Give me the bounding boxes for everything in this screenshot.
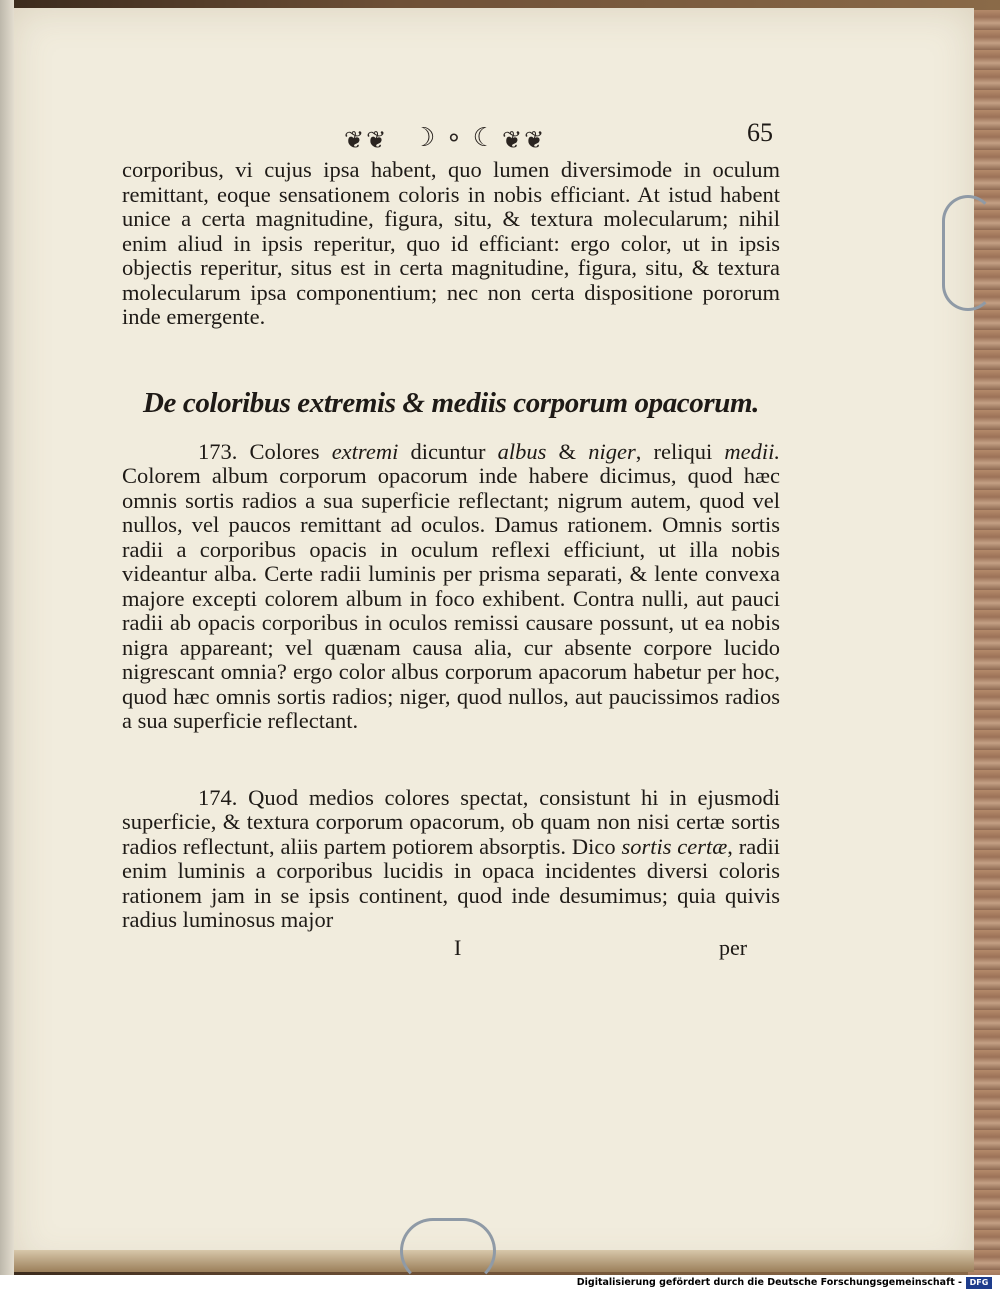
page-header	[122, 118, 780, 158]
section-heading: De coloribus extremis & mediis corporum opacorum.	[143, 386, 759, 419]
ornament-icon: ❦❦	[344, 128, 389, 154]
paragraph-173: 173. Colores extremi dicuntur albus & niger, reliqui medii. Colorem album corporum opacorum inde habere dicimus, quod hæc omnis sortis radios a sua superficie reflectant; nigrum autem, quod vel nullos, vel paucos remittant ad oculos. Damus rationem. Omnis sortis radii a corporibus opacis in oculum reflexi efficiunt, ut illa nobis videantur alba. Certe radii luminis per prisma separati, & lente convexa majore excepti colorem album in foco exhibent. Contra nulli, aut pauci radii ab opacis corporibus in oculos remissi causare possunt, ut ea nobis nigra appareant; vel quænam causa alia, cur absente corpore lucido nigrescant omnia? ergo color albus corporum apacorum habetur per hoc, quod hæc omnis sortis radios; niger, quod nullos, aut paucissimos radios a sua superficie reflectant.	[122, 438, 780, 733]
ornament-icon: ❦❦	[502, 128, 547, 154]
dfg-credit-bar	[0, 1275, 1000, 1292]
dfg-credit-text: Digitalisierung gefördert durch die Deutsche Forschungsgemeinschaft -	[576, 1277, 962, 1288]
signature-mark: I	[454, 934, 462, 960]
paragraph-continued: corporibus, vi cujus ipsa habent, quo lumen diversimode in oculum remittant, eoque sensationem coloris in nobis efficiant. At istud habent unice a certa magnitudine, figura, situ, & textura molecularum; nihil enim aliud in ipsis reperitur, quo id efficiant: ergo color, ut in ipsis objectis reperitur, situs est in certa magnitudine, figura, situ, & textura molecularum ipsa componentium; nec non certa dispositione pororum inde emergente.	[122, 157, 780, 329]
catchword: per	[719, 934, 748, 960]
page-footer	[122, 935, 780, 965]
binding-edge	[0, 0, 14, 1275]
page-number: 65	[747, 118, 773, 147]
moon-ornament-icon: ☽ ∘ ☾	[412, 123, 498, 152]
paragraph-174: 174. Quod medios colores spectat, consistunt hi in ejusmodi superficie, & textura corporum opacorum, ob quam non nisi certæ sortis radios reflectunt, aliis partem potiorem absorptis. Dico sortis certæ, radii enim luminis a corporibus lucidis in opaca incidentes diversi coloris rationem jam in se ipsis continent, quod inde desumimus; quia quivis radius luminosus major	[122, 784, 780, 932]
page-clip	[942, 195, 994, 311]
page-content	[122, 118, 780, 965]
dfg-logo: DFG	[966, 1277, 992, 1289]
